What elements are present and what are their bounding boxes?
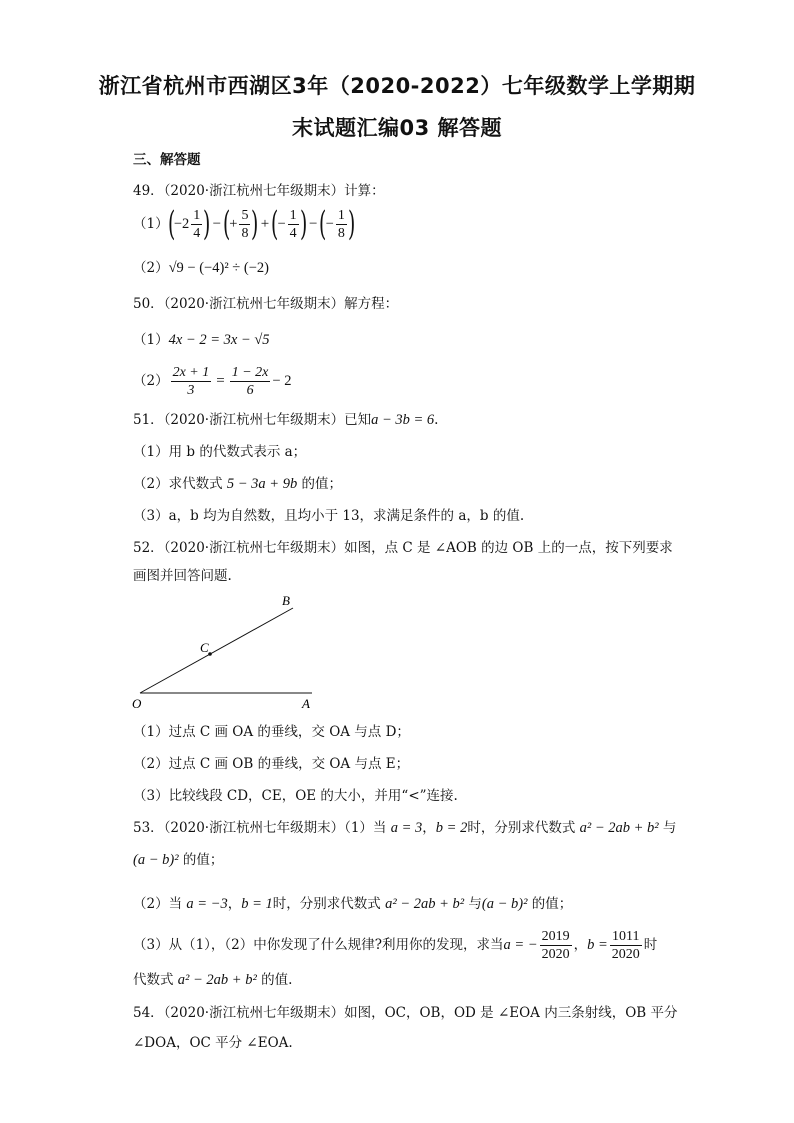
question-49-part1: （1） ( −2 $\frac{1}{4}$ ) − ( + $\frac{5}{8}$ ) + ( − $\frac{1}{4}$ ) − ( − $\frac{1}{8}$ ) — [133, 204, 356, 244]
question-49-stem: 49．（2020·浙江杭州七年级期末）计算： — [133, 183, 385, 199]
question-49-part2: （2）√9 − (−4)² ÷ (−2) — [133, 260, 269, 276]
question-52-part2: （2）过点 C 画 OB 的垂线，交 OA 与点 E； — [133, 756, 410, 772]
question-54-stem-2: ∠DOA，OC 平分 ∠EOA. — [133, 1035, 293, 1051]
angle-aob-figure — [126, 590, 326, 715]
question-50-stem: 50．（2020·浙江杭州七年级期末）解方程： — [133, 296, 399, 312]
question-52-stem-2: 画图并回答问题. — [133, 568, 232, 584]
question-52-stem-1: 52．（2020·浙江杭州七年级期末）如图，点 C 是 ∠AOB 的边 OB 上的一点，按下列要求 — [133, 540, 673, 556]
question-50-part1: （1）4x − 2 = 3x − √5 — [133, 332, 270, 348]
question-50-part2: （2） $\frac{2x + 1}{3}$ = $\frac{1 - 2x}{6}$ − 2 — [133, 364, 292, 398]
question-52-part3: （3）比较线段 CD，CE，OE 的大小，并用“<”连接. — [133, 788, 458, 804]
question-number: 49． — [133, 183, 164, 199]
question-53-part3-line2: 代数式 a² − 2ab + b² 的值. — [133, 972, 293, 988]
term-3: ( − $\frac{1}{4}$ ) — [271, 204, 307, 244]
question-53-part1-line1: 53．（2020·浙江杭州七年级期末）（1）当 a = 3，b = 2时，分别求代数式 a² − 2ab + b² 与 — [133, 820, 677, 836]
term-1: ( −2 $\frac{1}{4}$ ) — [167, 204, 211, 244]
label-b: B — [282, 593, 290, 608]
question-51-part1: （1）用 b 的代数式表示 a； — [133, 444, 307, 460]
question-51-part3: （3）a，b 均为自然数，且均小于 13，求满足条件的 a，b 的值. — [133, 508, 525, 524]
question-52-part1: （1）过点 C 画 OA 的垂线，交 OA 与点 D； — [133, 724, 410, 740]
question-51-stem: 51．（2020·浙江杭州七年级期末）已知a − 3b = 6. — [133, 412, 439, 428]
term-4: ( − $\frac{1}{8}$ ) — [319, 204, 356, 244]
question-54-stem-1: 54．（2020·浙江杭州七年级期末）如图，OC，OB，OD 是 ∠EOA 内三条射线，OB 平分 — [133, 1005, 678, 1021]
point-c — [208, 652, 212, 656]
document-title-line2: 末试题汇编03 解答题 — [291, 116, 503, 140]
label-c: C — [200, 640, 209, 655]
section-heading: 三、解答题 — [133, 152, 201, 168]
document-title-line1: 浙江省杭州市西湖区3年（2020-2022）七年级数学上学期期 — [98, 74, 696, 98]
question-53-part3-line1: （3）从（1），（2）中你发现了什么规律?利用你的发现，求当 a = − $\frac{2019}{2020}$ ， b = $\frac{1011}{2020}$ 时 — [133, 928, 658, 962]
label-o: O — [132, 696, 142, 711]
ray-ob — [140, 608, 293, 693]
question-source: （2020·浙江杭州七年级期末） — [163, 183, 345, 199]
question-53-part2: （2）当 a = −3，b = 1时，分别求代数式 a² − 2ab + b² 与(a − b)² 的值； — [133, 896, 573, 912]
term-2: ( + $\frac{5}{8}$ ) — [223, 204, 259, 244]
question-53-part1-line2: (a − b)² 的值； — [133, 852, 224, 868]
question-51-part2: （2）求代数式 5 − 3a + 9b 的值； — [133, 476, 343, 492]
label-a: A — [302, 696, 310, 711]
